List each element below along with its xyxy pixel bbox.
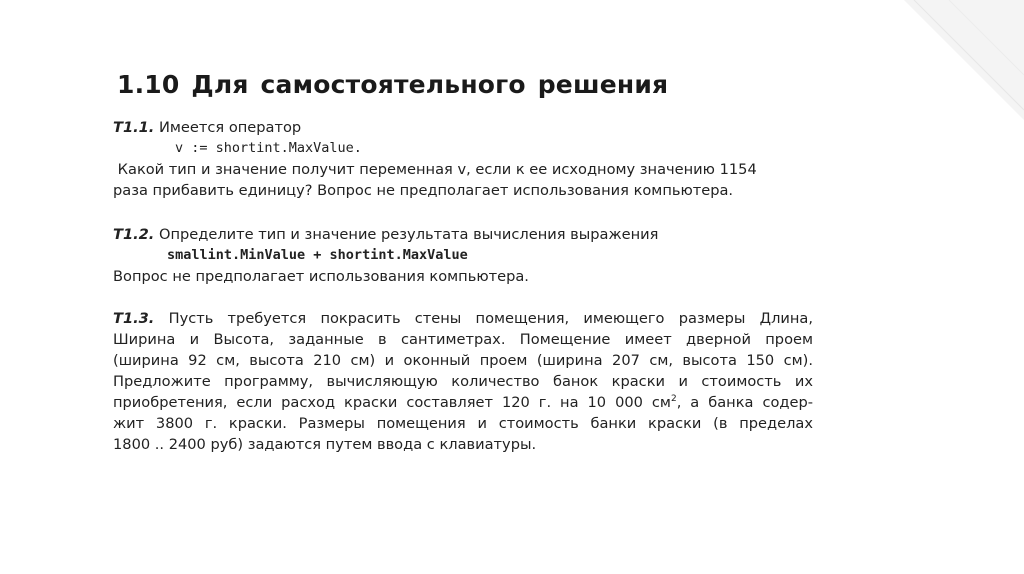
task-3-line-5-a: приобретения, если расход краски составляет 120 г. на 10 000 см bbox=[113, 394, 671, 411]
task-3-line-7: 1800 .. 2400 руб) задаются путем ввода с клавиатуры. bbox=[113, 436, 537, 453]
task-2-id: T1.2. bbox=[113, 226, 155, 243]
task-1-id: T1.1. bbox=[113, 119, 155, 136]
task-3-line-6: жит 3800 г. краски. Размеры помещения и стоимость банки краски (в пределах bbox=[113, 415, 813, 432]
task-2-code: smallint.MinValue + shortint.MaxValue bbox=[167, 247, 468, 263]
task-1-code: v := shortint.MaxValue. bbox=[175, 140, 362, 156]
task-2-intro-line bbox=[113, 224, 813, 245]
task-3-line-1-text: Пусть требуется покрасить стены помещения, имеющего размеры Длина, bbox=[168, 310, 814, 327]
slide-title: 1.10 Для самостоятельного решения bbox=[117, 70, 669, 99]
task-1-text-line-2: раза прибавить единицу? Вопрос не предполагает использования компьютера. bbox=[113, 182, 734, 199]
task-1-intro-line bbox=[113, 117, 813, 138]
task-1-text-line-1: Какой тип и значение получит переменная v, если к ее исходному значению 1154 bbox=[113, 161, 757, 178]
corner-decoration bbox=[904, 0, 1024, 120]
task-2 bbox=[113, 224, 813, 287]
slide-content bbox=[113, 70, 813, 455]
task-3-line-1 bbox=[113, 308, 813, 329]
task-3 bbox=[113, 308, 813, 455]
task-3-line-3: (ширина 92 см, высота 210 см) и оконный проем (ширина 207 см, высота 150 см). bbox=[113, 352, 813, 369]
task-3-line-2: Ширина и Высота, заданные в сантиметрах. Помещение имеет дверной проем bbox=[113, 331, 813, 348]
task-1 bbox=[113, 117, 813, 201]
task-1-intro: Имеется оператор bbox=[159, 119, 302, 136]
task-3-line-5 bbox=[113, 392, 813, 413]
task-2-intro: Определите тип и значение результата вычисления выражения bbox=[159, 226, 659, 243]
task-3-id: T1.3. bbox=[113, 310, 155, 327]
task-3-line-4: Предложите программу, вычисляющую количество банок краски и стоимость их bbox=[113, 373, 813, 390]
task-3-line-5-sup: 2 bbox=[670, 394, 677, 405]
task-3-line-5-b: , а банка содер- bbox=[676, 394, 814, 411]
task-2-text-line-1: Вопрос не предполагает использования компьютера. bbox=[113, 268, 529, 285]
